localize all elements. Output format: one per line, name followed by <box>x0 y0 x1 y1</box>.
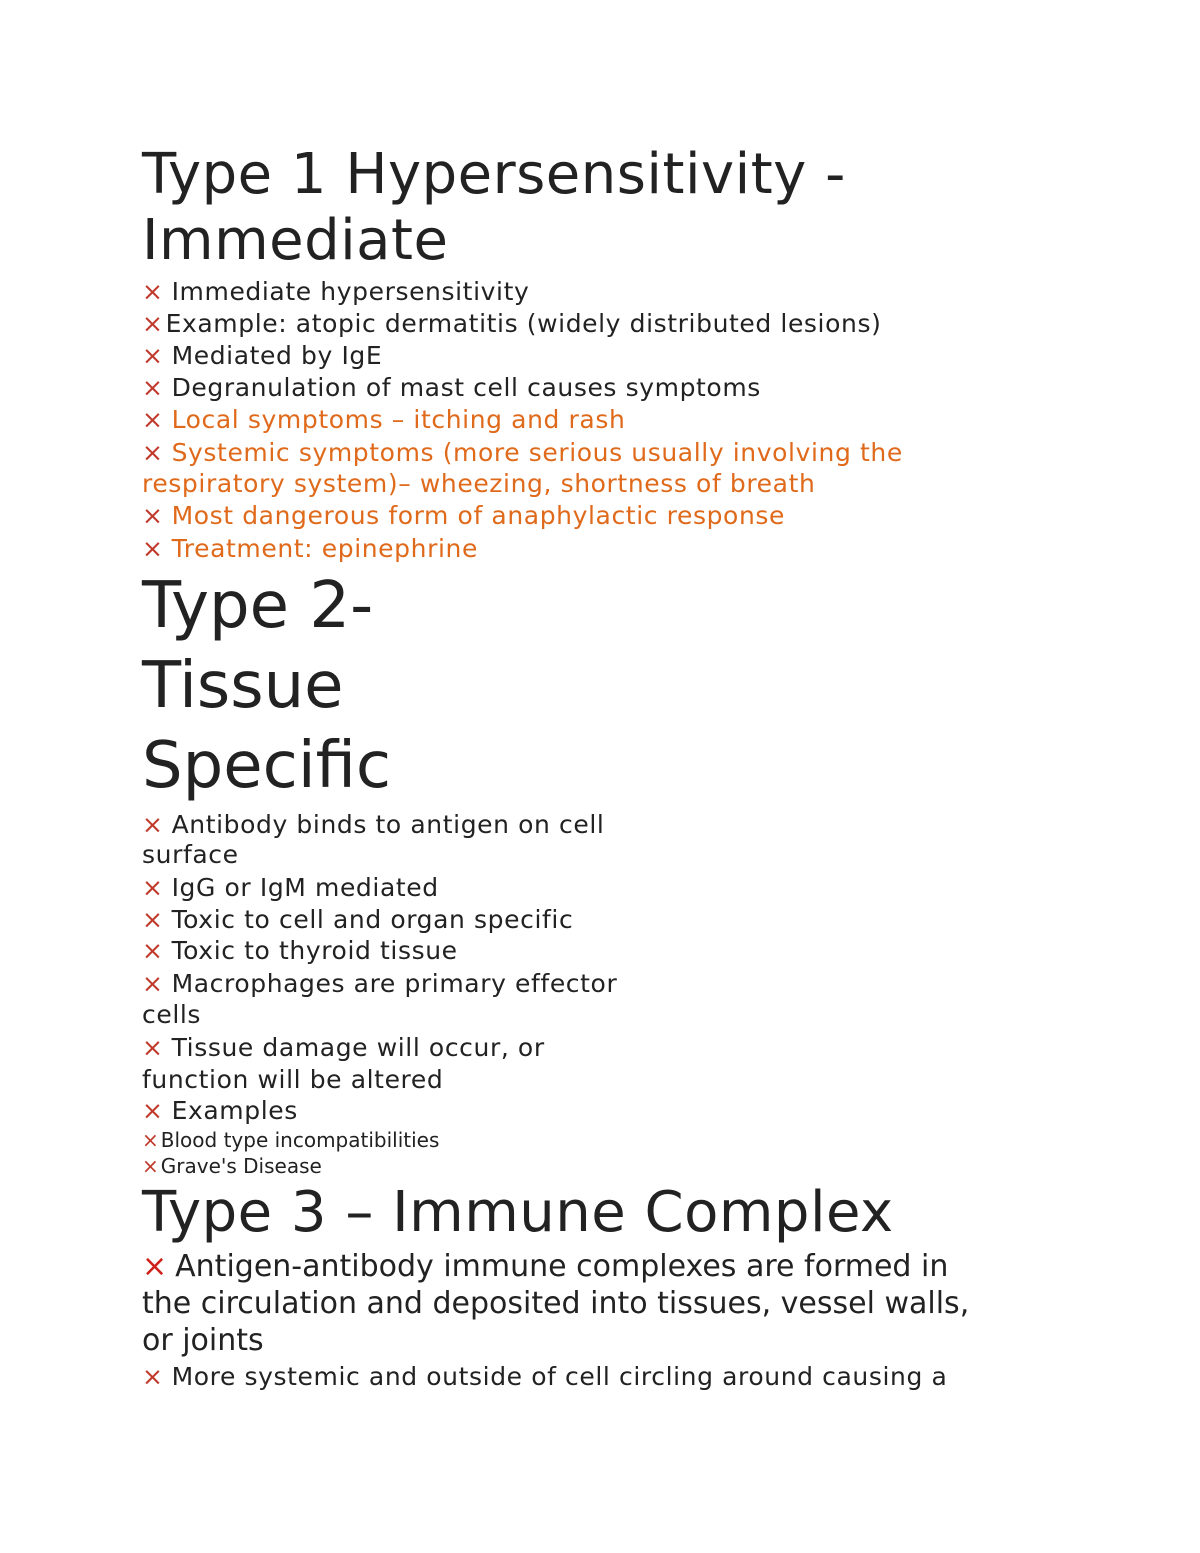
section1-item-7: × Most dangerous form of anaphylactic response <box>142 501 785 530</box>
section2-subitem-1: × Blood type incompatibilities <box>142 1128 440 1152</box>
section2-item-1: × Antibody binds to antigen on cell <box>142 810 605 839</box>
section1-item-4: × Degranulation of mast cell causes symptoms <box>142 373 761 402</box>
section2-title-line2: Tissue <box>142 649 344 723</box>
x-bullet-icon: × <box>142 1154 159 1178</box>
x-bullet-icon: × <box>142 1362 164 1391</box>
section2-item-5-continued: cells <box>142 1000 202 1029</box>
section2-item-6-continued: function will be altered <box>142 1065 444 1094</box>
x-bullet-icon: × <box>142 341 164 370</box>
section3-item-1-continued-b: or joints <box>142 1323 264 1358</box>
x-bullet-icon: × <box>142 438 164 467</box>
section2-item-4: × Toxic to thyroid tissue <box>142 936 458 965</box>
section2-item-3: × Toxic to cell and organ specific <box>142 905 574 934</box>
section1-item-8: × Treatment: epinephrine <box>142 534 478 563</box>
section2-item-5: × Macrophages are primary effector <box>142 969 618 998</box>
section1-item-6-continued: respiratory system)– wheezing, shortness of breath <box>142 469 816 498</box>
x-bullet-icon: × <box>142 501 164 530</box>
x-bullet-icon: × <box>142 309 164 338</box>
section1-item-2: ×Example: atopic dermatitis (widely distributed lesions) <box>142 309 882 338</box>
x-bullet-icon: × <box>142 873 164 902</box>
x-bullet-icon: × <box>142 1249 168 1284</box>
x-bullet-icon: × <box>142 1096 164 1125</box>
section1-item-6: × Systemic symptoms (more serious usually involving the <box>142 438 903 467</box>
section1-item-5: × Local symptoms – itching and rash <box>142 405 626 434</box>
section1-item-3: × Mediated by IgE <box>142 341 383 370</box>
section3-item-1: × Antigen-antibody immune complexes are formed in <box>142 1249 949 1284</box>
section2-item-2: × IgG or IgM mediated <box>142 873 439 902</box>
x-bullet-icon: × <box>142 534 164 563</box>
section1-item-1: × Immediate hypersensitivity <box>142 277 530 306</box>
x-bullet-icon: × <box>142 1128 159 1152</box>
x-bullet-icon: × <box>142 373 164 402</box>
section2-item-1-continued: surface <box>142 840 239 869</box>
x-bullet-icon: × <box>142 969 164 998</box>
x-bullet-icon: × <box>142 1033 164 1062</box>
x-bullet-icon: × <box>142 405 164 434</box>
section2-item-6: × Tissue damage will occur, or <box>142 1033 545 1062</box>
x-bullet-icon: × <box>142 810 164 839</box>
section1-title-line2: Immediate <box>142 208 449 273</box>
section2-title-line1: Type 2- <box>142 569 374 643</box>
section2-item-7: × Examples <box>142 1096 298 1125</box>
section3-item-1-continued-a: the circulation and deposited into tissues, vessel walls, <box>142 1286 970 1321</box>
x-bullet-icon: × <box>142 936 164 965</box>
section1-title-line1: Type 1 Hypersensitivity - <box>142 142 846 207</box>
x-bullet-icon: × <box>142 905 164 934</box>
section3-item-2: × More systemic and outside of cell circling around causing a <box>142 1362 948 1391</box>
section2-title-line3: Specific <box>142 729 392 803</box>
section3-title: Type 3 – Immune Complex <box>142 1180 894 1245</box>
section2-subitem-2: × Grave's Disease <box>142 1154 322 1178</box>
x-bullet-icon: × <box>142 277 164 306</box>
